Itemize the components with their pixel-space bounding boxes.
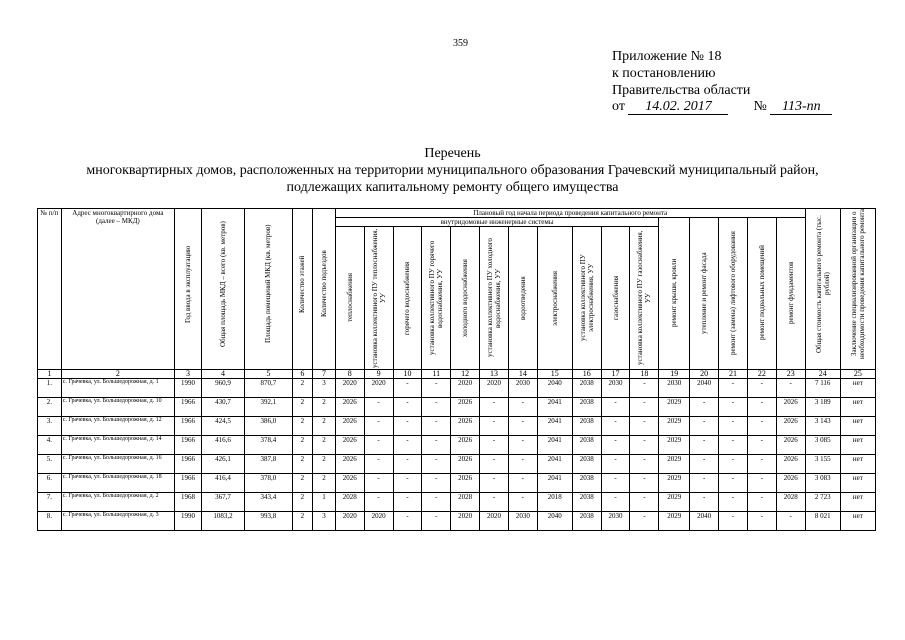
column-number: 15: [537, 370, 572, 379]
table-cell: -: [747, 493, 776, 512]
table-cell: 2029: [659, 474, 690, 493]
table-cell: 993,8: [245, 512, 292, 531]
table-cell: -: [508, 474, 537, 493]
table-cell: нет: [840, 493, 875, 512]
address-cell: с. Грачевка, ул. Большедорожная, д. 1: [61, 379, 174, 398]
table-cell: 2: [313, 455, 336, 474]
table-cell: 1966: [175, 455, 202, 474]
page-number: 359: [453, 38, 468, 49]
table-cell: -: [747, 474, 776, 493]
table-cell: -: [364, 493, 393, 512]
column-number: 19: [659, 370, 690, 379]
table-cell: 2029: [659, 436, 690, 455]
table-cell: -: [364, 474, 393, 493]
table-row: [38, 379, 876, 398]
header-c20: утепление и ремонт фасада: [690, 218, 719, 370]
table-cell: 2041: [537, 455, 572, 474]
address-cell: с. Грачевка, ул. Большедорожная, д. 12: [61, 417, 174, 436]
table-cell: 2: [313, 398, 336, 417]
table-cell: 2038: [572, 474, 601, 493]
column-number: 17: [601, 370, 630, 379]
column-number: 5: [245, 370, 292, 379]
table-cell: -: [393, 436, 422, 455]
table-cell: 1966: [175, 474, 202, 493]
table-cell: 2030: [508, 512, 537, 531]
table-cell: 2020: [451, 512, 480, 531]
table-cell: 2026: [776, 474, 805, 493]
table-body: [38, 379, 876, 531]
table-row: [38, 512, 876, 531]
table-cell: -: [601, 436, 630, 455]
table-cell: -: [630, 474, 659, 493]
table-cell: 8 021: [805, 512, 840, 531]
document-title: [0, 145, 905, 196]
header-area-total: Общая площадь МКД – всего (кв. метров): [201, 209, 244, 370]
table-cell: 2026: [335, 474, 364, 493]
table-cell: 3.: [38, 417, 62, 436]
table-cell: нет: [840, 398, 875, 417]
table-cell: 2026: [451, 474, 480, 493]
date-handwritten: 14.02. 2017: [628, 100, 728, 115]
header-conclusion: Заключение специализированной организации о необходимости проведения капитального ремонта: [840, 209, 875, 370]
table-cell: 2: [292, 398, 313, 417]
table-cell: 3 143: [805, 417, 840, 436]
table-cell: 2026: [451, 417, 480, 436]
table-cell: 2: [292, 512, 313, 531]
table-cell: -: [747, 436, 776, 455]
table-cell: 2030: [659, 379, 690, 398]
table-cell: -: [422, 379, 451, 398]
table-cell: -: [630, 398, 659, 417]
table-cell: нет: [840, 512, 875, 531]
table-cell: -: [690, 398, 719, 417]
table-cell: 7 116: [805, 379, 840, 398]
table-cell: -: [508, 493, 537, 512]
table-cell: 2038: [572, 436, 601, 455]
table-cell: -: [393, 417, 422, 436]
table-cell: 2038: [572, 398, 601, 417]
table-cell: 2041: [537, 474, 572, 493]
column-number: 22: [747, 370, 776, 379]
table-cell: 387,8: [245, 455, 292, 474]
table-cell: 2026: [776, 417, 805, 436]
column-number: 18: [630, 370, 659, 379]
column-number: 21: [719, 370, 748, 379]
table-cell: 2040: [537, 379, 572, 398]
table-cell: 2026: [451, 436, 480, 455]
table-cell: нет: [840, 379, 875, 398]
table-cell: 2020: [364, 379, 393, 398]
table-cell: 1990: [175, 512, 202, 531]
table-cell: 2030: [601, 379, 630, 398]
table-cell: -: [719, 512, 748, 531]
table-cell: 3 189: [805, 398, 840, 417]
column-number: 23: [776, 370, 805, 379]
table-cell: -: [480, 474, 509, 493]
table-cell: -: [690, 474, 719, 493]
table-cell: 2028: [776, 493, 805, 512]
table-cell: 2020: [480, 512, 509, 531]
table-cell: нет: [840, 474, 875, 493]
table-row: [38, 398, 876, 417]
header-floors: Количество этажей: [292, 209, 313, 370]
table-cell: 4.: [38, 436, 62, 455]
table-cell: -: [719, 455, 748, 474]
table-cell: -: [630, 417, 659, 436]
appendix-date-line: [612, 98, 832, 115]
address-cell: с. Грачевка, ул. Большедорожная, д. 3: [61, 512, 174, 531]
table-cell: 2020: [451, 379, 480, 398]
column-number: 7: [313, 370, 336, 379]
table-cell: 1966: [175, 436, 202, 455]
table-cell: 2: [292, 493, 313, 512]
table-cell: 2029: [659, 417, 690, 436]
table-cell: -: [776, 379, 805, 398]
table-cell: 2026: [776, 455, 805, 474]
table-cell: 2040: [690, 379, 719, 398]
table-cell: 424,5: [201, 417, 244, 436]
table-cell: 2018: [537, 493, 572, 512]
table-cell: 426,1: [201, 455, 244, 474]
table-row: [38, 474, 876, 493]
table-cell: -: [508, 436, 537, 455]
table-cell: -: [393, 474, 422, 493]
table-cell: -: [747, 512, 776, 531]
table-cell: 3 085: [805, 436, 840, 455]
table-cell: -: [719, 379, 748, 398]
table-cell: 367,7: [201, 493, 244, 512]
table-cell: -: [422, 436, 451, 455]
table-cell: 3: [313, 379, 336, 398]
table-cell: нет: [840, 455, 875, 474]
table-cell: 2020: [480, 379, 509, 398]
header-c10: горячего водоснабжения: [393, 227, 422, 370]
table-cell: 2029: [659, 493, 690, 512]
table-cell: -: [364, 398, 393, 417]
table-row: [38, 455, 876, 474]
column-number: 16: [572, 370, 601, 379]
address-cell: с. Грачевка, ул. Большедорожная, д. 18: [61, 474, 174, 493]
table-cell: -: [364, 455, 393, 474]
table-cell: 2028: [451, 493, 480, 512]
table-cell: 2: [292, 455, 313, 474]
table-cell: 1083,2: [201, 512, 244, 531]
table-cell: -: [690, 455, 719, 474]
address-cell: с. Грачевка, ул. Большедорожная, д. 14: [61, 436, 174, 455]
table-cell: -: [601, 455, 630, 474]
table-cell: 3 083: [805, 474, 840, 493]
table-cell: 1990: [175, 379, 202, 398]
table-cell: -: [747, 379, 776, 398]
table-cell: 1966: [175, 417, 202, 436]
table-cell: 2038: [572, 455, 601, 474]
column-number: 9: [364, 370, 393, 379]
table-cell: -: [393, 493, 422, 512]
table-cell: 2040: [690, 512, 719, 531]
table-cell: 2026: [335, 417, 364, 436]
table-cell: 2026: [776, 436, 805, 455]
header-c17: газоснабжения: [601, 227, 630, 370]
header-entrances: Количество подъездов: [313, 209, 336, 370]
header-year: Год ввода в эксплуатацию: [175, 209, 202, 370]
table-cell: нет: [840, 417, 875, 436]
table-cell: 1: [313, 493, 336, 512]
column-number: 8: [335, 370, 364, 379]
table-cell: -: [719, 436, 748, 455]
column-number: 1: [38, 370, 62, 379]
header-c8: теплоснабжения: [335, 227, 364, 370]
table-cell: 378,0: [245, 474, 292, 493]
column-number: 13: [480, 370, 509, 379]
title-line-2: многоквартирных домов, расположенных на территории муниципального образования Грачевский муниципальный район,: [86, 163, 819, 178]
header-row-1: [38, 209, 876, 218]
table-cell: -: [422, 512, 451, 531]
table-cell: 960,9: [201, 379, 244, 398]
table-cell: -: [480, 398, 509, 417]
table-cell: 386,0: [245, 417, 292, 436]
table-cell: -: [719, 417, 748, 436]
table-cell: 3: [313, 512, 336, 531]
table-row: [38, 436, 876, 455]
table-cell: 2038: [572, 493, 601, 512]
column-number: 25: [840, 370, 875, 379]
table-cell: 430,7: [201, 398, 244, 417]
table-cell: -: [601, 417, 630, 436]
table-cell: 2029: [659, 398, 690, 417]
column-number: 3: [175, 370, 202, 379]
table-cell: 2030: [508, 379, 537, 398]
header-c18: установка коллективного ПУ газоснабжения, УУ: [630, 227, 659, 370]
column-number: 14: [508, 370, 537, 379]
table-cell: 2020: [335, 512, 364, 531]
header-num: № п/п: [38, 209, 62, 370]
address-cell: с. Грачевка, ул. Большедорожная, д. 10: [61, 398, 174, 417]
table-row: [38, 493, 876, 512]
table-cell: -: [601, 474, 630, 493]
header-c12: холодного водоснабжения: [451, 227, 480, 370]
column-number: 20: [690, 370, 719, 379]
address-cell: с. Грачевка, ул. Большедорожная, д. 16: [61, 455, 174, 474]
table-cell: -: [630, 436, 659, 455]
table-cell: -: [393, 379, 422, 398]
table-cell: 2: [292, 436, 313, 455]
table-cell: -: [422, 474, 451, 493]
title-line-3: подлежащих капитальному ремонту общего имущества: [286, 180, 619, 195]
table-cell: 2026: [451, 455, 480, 474]
table-cell: 2038: [572, 379, 601, 398]
table-cell: 2026: [335, 436, 364, 455]
column-number: 4: [201, 370, 244, 379]
table-cell: 2: [292, 379, 313, 398]
table-cell: 6.: [38, 474, 62, 493]
header-c11: установка коллективного ПУ горячего водоснабжения, УУ: [422, 227, 451, 370]
header-address: Адрес многоквартирного дома (далее – МКД): [61, 209, 174, 370]
header-c16: установка коллективного ПУ электроснабжения, УУ: [572, 227, 601, 370]
table-cell: -: [508, 455, 537, 474]
table-cell: 343,4: [245, 493, 292, 512]
table-cell: -: [630, 379, 659, 398]
table-cell: 2: [292, 474, 313, 493]
table-cell: -: [422, 493, 451, 512]
table-cell: -: [393, 512, 422, 531]
table-cell: -: [630, 493, 659, 512]
table-cell: -: [747, 398, 776, 417]
table-cell: 2026: [776, 398, 805, 417]
header-c15: электроснабжения: [537, 227, 572, 370]
table-cell: 2038: [572, 417, 601, 436]
table-cell: 416,6: [201, 436, 244, 455]
header-c23: ремонт фундаментов: [776, 218, 805, 370]
table-cell: 5.: [38, 455, 62, 474]
table-cell: 2028: [335, 493, 364, 512]
table-cell: -: [480, 417, 509, 436]
table-cell: 2020: [364, 512, 393, 531]
column-number: 6: [292, 370, 313, 379]
header-c21: ремонт (замена) лифтового оборудования: [719, 218, 748, 370]
column-number: 10: [393, 370, 422, 379]
header-c22: ремонт подвальных помещений: [747, 218, 776, 370]
table-cell: -: [747, 455, 776, 474]
table-cell: 2029: [659, 455, 690, 474]
table-cell: 2026: [335, 398, 364, 417]
table-cell: 2 723: [805, 493, 840, 512]
table-cell: -: [747, 417, 776, 436]
column-number: 12: [451, 370, 480, 379]
table-cell: -: [364, 417, 393, 436]
table-cell: 2026: [335, 455, 364, 474]
header-area-premises: Площадь помещений МКД (кв. метров): [245, 209, 292, 370]
table-cell: -: [719, 493, 748, 512]
table-cell: 7.: [38, 493, 62, 512]
header-plan-group: Плановый год начала периода проведения капитального ремонта: [335, 209, 805, 218]
header-c9: установка коллективного ПУ теплоснабжения, УУ: [364, 227, 393, 370]
column-number: 2: [61, 370, 174, 379]
table-cell: -: [601, 493, 630, 512]
table-cell: -: [601, 398, 630, 417]
table-cell: -: [690, 493, 719, 512]
table-cell: -: [480, 493, 509, 512]
table-cell: -: [690, 417, 719, 436]
table-cell: -: [422, 417, 451, 436]
table-cell: -: [630, 455, 659, 474]
column-number-row: [38, 370, 876, 379]
table-cell: 1.: [38, 379, 62, 398]
table-cell: 2.: [38, 398, 62, 417]
table-row: [38, 417, 876, 436]
table-cell: -: [364, 436, 393, 455]
table-cell: 2040: [537, 512, 572, 531]
table-cell: 2038: [572, 512, 601, 531]
table-cell: 1966: [175, 398, 202, 417]
table-cell: 416,4: [201, 474, 244, 493]
header-cost: Общая стоимость капитального ремонта (тыс. рублей): [805, 209, 840, 370]
table-cell: 2: [313, 474, 336, 493]
appendix-line-2: к постановлению: [612, 66, 716, 81]
header-c14: водоотведения: [508, 227, 537, 370]
table-cell: -: [690, 436, 719, 455]
table-cell: 2029: [659, 512, 690, 531]
table-cell: -: [480, 455, 509, 474]
table-cell: -: [480, 436, 509, 455]
date-prefix: от: [612, 99, 625, 114]
header-internal-group: внутридомовые инженерные системы: [335, 218, 658, 227]
table-cell: 2: [292, 417, 313, 436]
table-cell: -: [719, 474, 748, 493]
table-cell: -: [422, 455, 451, 474]
table-cell: 870,7: [245, 379, 292, 398]
table-cell: -: [630, 512, 659, 531]
number-handwritten: 113-пп: [770, 100, 832, 115]
table-cell: нет: [840, 436, 875, 455]
table-cell: 8.: [38, 512, 62, 531]
table-cell: -: [508, 417, 537, 436]
table-cell: 2: [313, 417, 336, 436]
table-cell: 392,1: [245, 398, 292, 417]
table-cell: 2026: [451, 398, 480, 417]
table-cell: -: [422, 398, 451, 417]
appendix-line-1: Приложение № 18: [612, 49, 722, 64]
header-c19: ремонт крыши, кровли: [659, 218, 690, 370]
column-number: 24: [805, 370, 840, 379]
table-cell: 3 155: [805, 455, 840, 474]
table-cell: 2: [313, 436, 336, 455]
table-cell: -: [393, 455, 422, 474]
table-cell: -: [508, 398, 537, 417]
appendix-line-3: Правительства области: [612, 83, 751, 98]
column-number: 11: [422, 370, 451, 379]
table-cell: 2041: [537, 417, 572, 436]
address-cell: с. Грачевка, ул. Большедорожная, д. 2: [61, 493, 174, 512]
header-c13: установка коллективного ПУ холодного водоснабжения, УУ: [480, 227, 509, 370]
table-cell: 2041: [537, 436, 572, 455]
table-cell: -: [776, 512, 805, 531]
table-cell: 2041: [537, 398, 572, 417]
table-cell: -: [719, 398, 748, 417]
table-cell: -: [393, 398, 422, 417]
table-cell: 1968: [175, 493, 202, 512]
table-cell: 2020: [335, 379, 364, 398]
title-line-1: Перечень: [424, 146, 481, 161]
table-cell: 378,4: [245, 436, 292, 455]
table-cell: 2030: [601, 512, 630, 531]
number-prefix: №: [753, 99, 767, 114]
houses-table: [37, 208, 876, 531]
